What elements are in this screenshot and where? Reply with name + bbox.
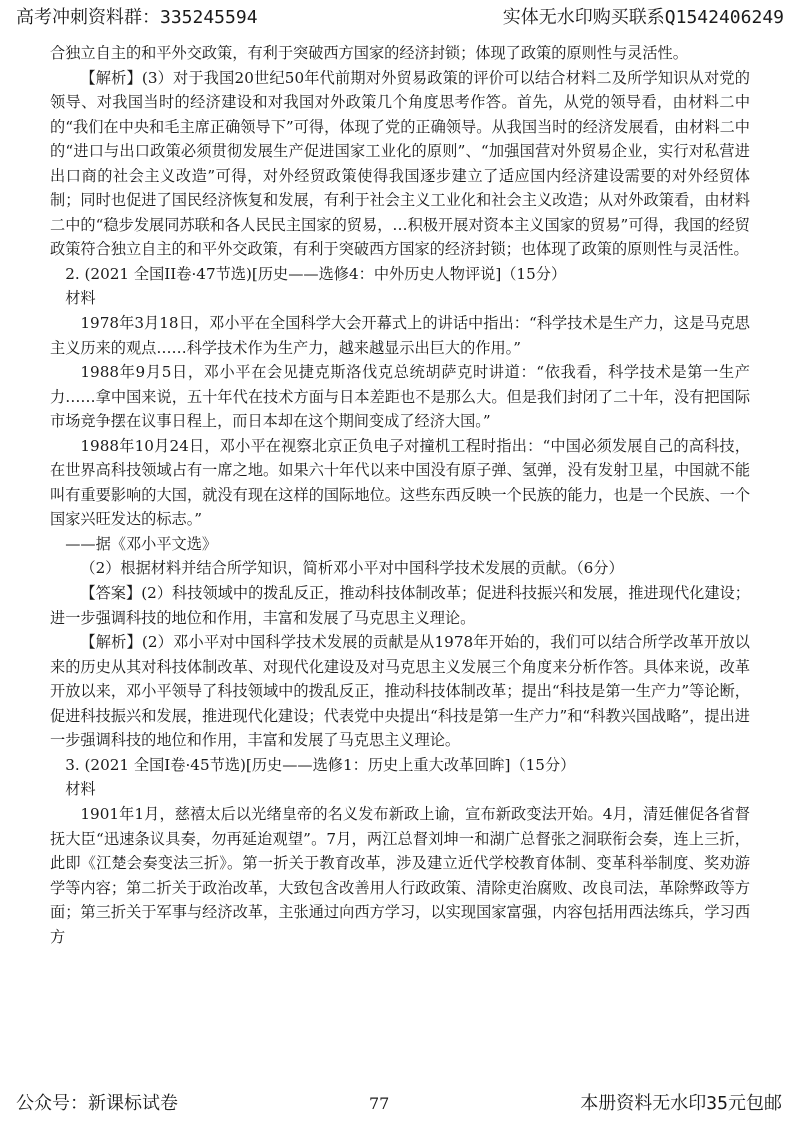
- page-footer: [16, 1092, 782, 1116]
- paragraph: ——据《邓小平文选》: [65, 534, 218, 553]
- paragraph: 1988年10月24日，邓小平在视察北京正负电子对撞机工程时指出：“中国必须发展自己的高科技，在世界高科技领域占有一席之地。如果六十年代以来中国没有原子弹、氢弹，没有发射卫星，中国就不能叫有重要影响的大国，就没有现在这样的国际地位。这些东西反映一个民族的能力，也是一个民族、一个国家兴旺发达的标志。”: [50, 436, 750, 529]
- paragraph: 2. (2021 全国II卷·47节选)[历史——选修4：中外历史人物评说]（15分）: [65, 264, 567, 283]
- header-left-text: 高考冲刺资料群：335245594: [16, 7, 258, 28]
- header-right-text: 实体无水印购买联系Q1542406249: [502, 7, 784, 28]
- page-number: 77: [368, 1094, 390, 1113]
- paragraph: 【解析】(2）邓小平对中国科学技术发展的贡献是从1978年开始的，我们可以结合所学改革开放以来的历史从其对科技体制改革、对现代化建设及对马克思主义发展三个角度来分析作答。具体来说，改革开放以来，邓小平领导了科技领域中的拨乱反正，推动科技体制改革；提出“科技是第一生产力”等论断，促进科技振兴和发展，推进现代化建设；代表党中央提出“科技是第一生产力”和“科教兴国战略”，提出进一步强调科技的地位和作用，丰富和发展了马克思主义理论。: [50, 633, 750, 750]
- footer-left-text: 公众号：新课标试卷: [16, 1093, 178, 1114]
- paragraph: 合独立自主的和平外交政策，有利于突破西方国家的经济封锁；体现了政策的原则性与灵活性。: [50, 44, 688, 62]
- paragraph: 1901年1月，慈禧太后以光绪皇帝的名义发布新政上谕，宣布新政变法开始。4月，清廷催促各省督抚大臣“迅速条议具奏，勿再延迨观望”。7月，两江总督刘坤一和湖广总督张之洞联衔会奏，连上三折，此即《江楚会奏变法三折》。第一折关于教育改革，涉及建立近代学校教育体制、变革科举制度、奖劝游学等内容；第二折关于政治改革，大致包含改善用人行政政策、清除吏治腐败、改良司法，革除弊政等方面；第三折关于军事与经济改革，主张通过向西方学习，以实现国家富强，内容包括用西法练兵，学习西方: [50, 804, 750, 946]
- paragraph: 【解析】(3）对于我国20世纪50年代前期对外贸易政策的评价可以结合材料二及所学知识从对党的领导、对我国当时的经济建设和对我国对外政策几个角度思考作答。首先，从党的领导看，由材料二中的“我们在中央和毛主席正确领导下”可得，体现了党的正确领导。从我国当时的经济发展看，由材料二中的“进口与出口政策必须贯彻发展生产促进国家工业化的原则”、“加强国营对外贸易企业，实行对私营进出口商的社会主义改造”可得，对外经贸政策使得我国逐步建立了适应国内经济建设需要的对外经贸体制；同时也促进了国民经济恢复和发展，有利于社会主义工业化和社会主义改造；从对外政策看，由材料二中的“稳步发展同苏联和各人民民主国家的贸易，…积极开展对资本主义国家的贸易”可得，我国的经贸政策符合独立自主的和平外交政策，有利于突破西方国家的经济封锁；也体现了政策的原则性与灵活性。: [50, 68, 750, 259]
- page-header: [16, 6, 784, 30]
- paragraph: 【答案】(2）科技领域中的拨乱反正，推动科技体制改革；促进科技振兴和发展，推进现代化建设；进一步强调科技的地位和作用，丰富和发展了马克思主义理论。: [50, 584, 750, 627]
- paragraph: （2）根据材料并结合所学知识，简析邓小平对中国科学技术发展的贡献。（6分）: [80, 559, 624, 578]
- footer-right-text: 本册资料无水印35元包邮: [580, 1093, 782, 1114]
- paragraph: 3. (2021 全国I卷·45节选)[历史——选修1：历史上重大改革回眸]（15分）: [65, 755, 576, 774]
- paragraph: 材料: [65, 289, 96, 308]
- document-body: [50, 41, 750, 949]
- paragraph: 1988年9月5日，邓小平在会见捷克斯洛伐克总统胡萨克时讲道：“依我看，科学技术是第一生产力……拿中国来说，五十年代在技术方面与日本差距也不是那么大。但是我们封闭了二十年，没有把国际市场竞争摆在议事日程上，而日本却在这个期间变成了经济大国。”: [50, 363, 750, 431]
- paragraph: 材料: [65, 780, 96, 799]
- paragraph: 1978年3月18日，邓小平在全国科学大会开幕式上的讲话中指出：“科学技术是生产力，这是马克思主义历来的观点……科学技术作为生产力，越来越显示出巨大的作用。”: [50, 314, 750, 357]
